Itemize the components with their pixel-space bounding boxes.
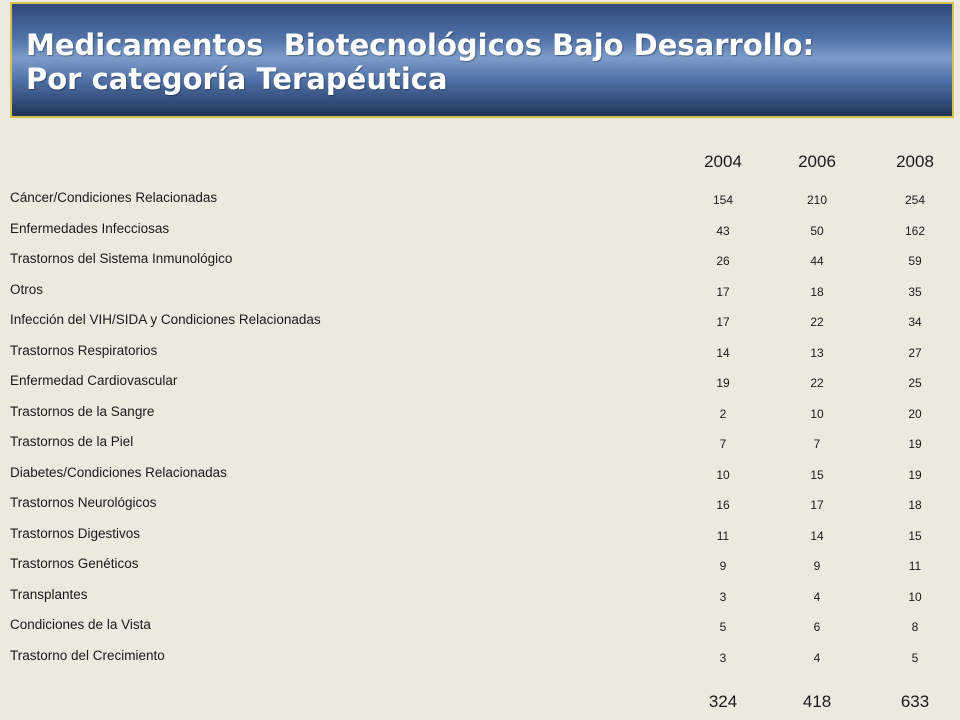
table-cell-2006: 9 (813, 559, 821, 573)
title-line-2: Por categoría Terapéutica (26, 62, 448, 96)
table-cell-2004: 17 (716, 315, 730, 329)
table-cell-2004: 17 (716, 284, 730, 299)
table-cell-2008: 10 (908, 589, 922, 604)
table-row-label: Trastornos del Sistema Inmunológico (10, 251, 233, 266)
table-cell-2008: 162 (904, 223, 926, 238)
table-row-label: Trastorno del Crecimiento (10, 647, 165, 663)
title-line-1: Medicamentos Biotecnológicos Bajo Desarrollo: (26, 28, 815, 62)
table-cell-2008: 5 (911, 650, 919, 665)
year-header-2004: 2004 (704, 152, 742, 171)
table-cell-2006: 22 (810, 376, 824, 390)
table-cell-2004: 3 (719, 589, 727, 604)
table-cell-2004: 43 (716, 223, 730, 238)
table-cell-2004: 19 (716, 376, 730, 390)
table-cell-2008: 25 (908, 376, 922, 390)
table-cell-2004: 11 (716, 528, 730, 543)
table-cell-2004: 5 (719, 620, 727, 634)
table-cell-2004: 16 (716, 498, 730, 512)
table-cell-2004: 2 (719, 406, 727, 421)
table-row-label: Enfermedad Cardiovascular (10, 373, 178, 388)
table-cell-2004: 154 (712, 193, 734, 207)
table-row-label: Enfermedades Infecciosas (10, 220, 170, 236)
total-2006: 418 (802, 692, 832, 711)
table-row-label: Cáncer/Condiciones Relacionadas (10, 190, 218, 205)
table-cell-2008: 8 (911, 620, 919, 634)
table-row-label: Infección del VIH/SIDA y Condiciones Relacionadas (10, 312, 321, 327)
table-cell-2006: 44 (810, 254, 824, 268)
table-row-label: Otros (10, 281, 44, 297)
table-cell-2004: 10 (716, 467, 730, 482)
table-cell-2004: 26 (716, 254, 730, 268)
table-row-label: Trastornos Genéticos (10, 556, 139, 571)
table-cell-2006: 4 (813, 589, 821, 604)
table-cell-2008: 19 (908, 437, 922, 451)
table-cell-2006: 22 (810, 315, 824, 329)
table-cell-2008: 34 (908, 315, 922, 329)
table-cell-2004: 9 (719, 559, 727, 573)
table-cell-2006: 4 (813, 650, 821, 665)
year-header-2008: 2008 (896, 152, 934, 171)
table-cell-2006: 14 (810, 528, 824, 543)
table-cell-2008: 35 (908, 284, 922, 299)
table-cell-2006: 17 (810, 498, 824, 512)
title-banner (10, 2, 954, 118)
table-row-label: Trastornos Respiratorios (10, 342, 158, 358)
table-cell-2008: 11 (908, 559, 922, 573)
table-cell-2008: 19 (908, 467, 922, 482)
table-cell-2006: 15 (810, 467, 824, 482)
table-cell-2006: 210 (806, 193, 828, 207)
page-title (26, 28, 814, 96)
table-cell-2004: 14 (716, 345, 730, 360)
table-row-label: Trastornos de la Sangre (10, 403, 155, 419)
table-cell-2004: 3 (719, 650, 727, 665)
year-header-2006: 2006 (798, 152, 836, 171)
table-row-label: Trastornos Neurológicos (10, 495, 157, 510)
table-cell-2008: 18 (908, 498, 922, 512)
table-row-label: Trastornos de la Piel (10, 434, 134, 449)
table-cell-2006: 6 (813, 620, 821, 634)
table-cell-2006: 13 (810, 345, 824, 360)
table-row-label: Transplantes (10, 586, 88, 602)
total-2008: 633 (900, 692, 930, 711)
table-cell-2006: 10 (810, 406, 824, 421)
table-cell-2008: 27 (908, 345, 922, 360)
table-row-label: Trastornos Digestivos (10, 525, 141, 541)
table-cell-2008: 59 (908, 254, 922, 268)
table-cell-2006: 18 (810, 284, 824, 299)
total-2004: 324 (708, 692, 738, 711)
table-row-label: Condiciones de la Vista (10, 617, 151, 632)
table-cell-2006: 50 (810, 223, 824, 238)
table-cell-2004: 7 (719, 437, 727, 451)
table-cell-2006: 7 (813, 437, 821, 451)
table-cell-2008: 20 (908, 406, 922, 421)
table-row-label: Diabetes/Condiciones Relacionadas (10, 464, 227, 480)
table-cell-2008: 15 (908, 528, 922, 543)
table-cell-2008: 254 (904, 193, 926, 207)
